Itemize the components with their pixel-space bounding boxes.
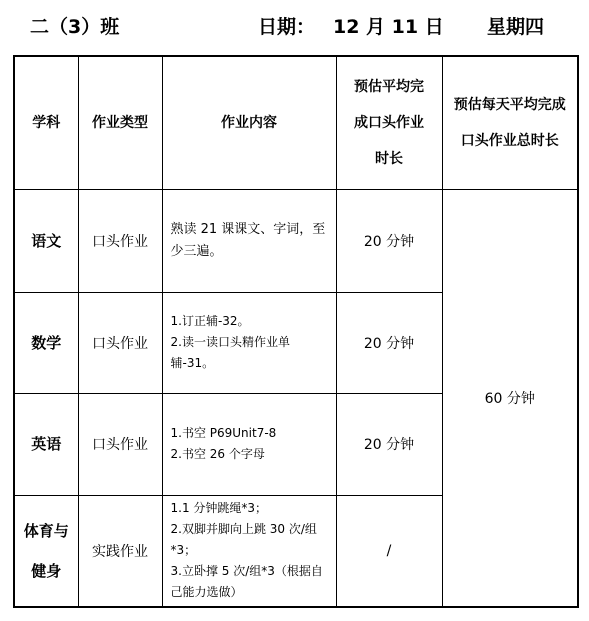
content-line: 2.读一读口头精作业单辅-31。 xyxy=(170,335,290,370)
class-label: 二（3）班 xyxy=(30,16,120,38)
column-header-time-line: 预估平均完 xyxy=(354,78,424,95)
type-cell: 口头作业 xyxy=(78,189,162,292)
subject-cell: 数学 xyxy=(14,292,78,393)
subject-cell: 语文 xyxy=(14,189,78,292)
column-header-total-line: 预估每天平均完成 xyxy=(453,96,566,113)
content-line: 2.书空 26 个字母 xyxy=(170,447,265,461)
column-header-type: 作业类型 xyxy=(78,56,162,189)
date-value: 12 月 11 日 xyxy=(333,16,444,38)
content-line: 2.双脚并脚向上跳 30 次/组*3； xyxy=(170,522,317,558)
column-header-content: 作业内容 xyxy=(162,56,336,189)
content-cell xyxy=(162,189,336,292)
content-line: 1.1 分钟跳绳*3； xyxy=(170,501,268,516)
header-line xyxy=(0,8,589,40)
content-line: 1.订正辅-32。 xyxy=(170,314,250,328)
time-cell: / xyxy=(336,495,442,607)
content-line: 3.立卧撑 5 次/组*3（根据自己能力选做） xyxy=(170,564,323,600)
subject-line: 体育与 xyxy=(23,521,69,540)
column-header-time-line: 时长 xyxy=(375,150,403,167)
time-cell: 20 分钟 xyxy=(336,189,442,292)
column-header-total xyxy=(442,56,578,189)
homework-table xyxy=(13,55,579,608)
date-label: 日期： xyxy=(258,16,316,38)
table-header-row xyxy=(14,56,578,189)
content-line: 熟读 21 课课文、字词，至少三遍。 xyxy=(170,221,326,259)
type-cell: 实践作业 xyxy=(78,495,162,607)
content-line: 1.书空 P69Unit7-8 xyxy=(170,426,277,440)
subject-line: 健身 xyxy=(31,561,62,580)
column-header-time-line: 成口头作业 xyxy=(354,114,424,131)
column-header-time xyxy=(336,56,442,189)
total-time-cell: 60 分钟 xyxy=(442,189,578,607)
column-header-total-line: 口头作业总时长 xyxy=(460,132,559,149)
content-cell xyxy=(162,393,336,495)
subject-cell: 英语 xyxy=(14,393,78,495)
time-cell: 20 分钟 xyxy=(336,393,442,495)
content-cell xyxy=(162,495,336,607)
content-cell xyxy=(162,292,336,393)
weekday-label: 星期四 xyxy=(487,16,545,38)
type-cell: 口头作业 xyxy=(78,393,162,495)
time-cell: 20 分钟 xyxy=(336,292,442,393)
column-header-subject: 学科 xyxy=(14,56,78,189)
subject-cell xyxy=(14,495,78,607)
type-cell: 口头作业 xyxy=(78,292,162,393)
table-row xyxy=(14,189,578,292)
